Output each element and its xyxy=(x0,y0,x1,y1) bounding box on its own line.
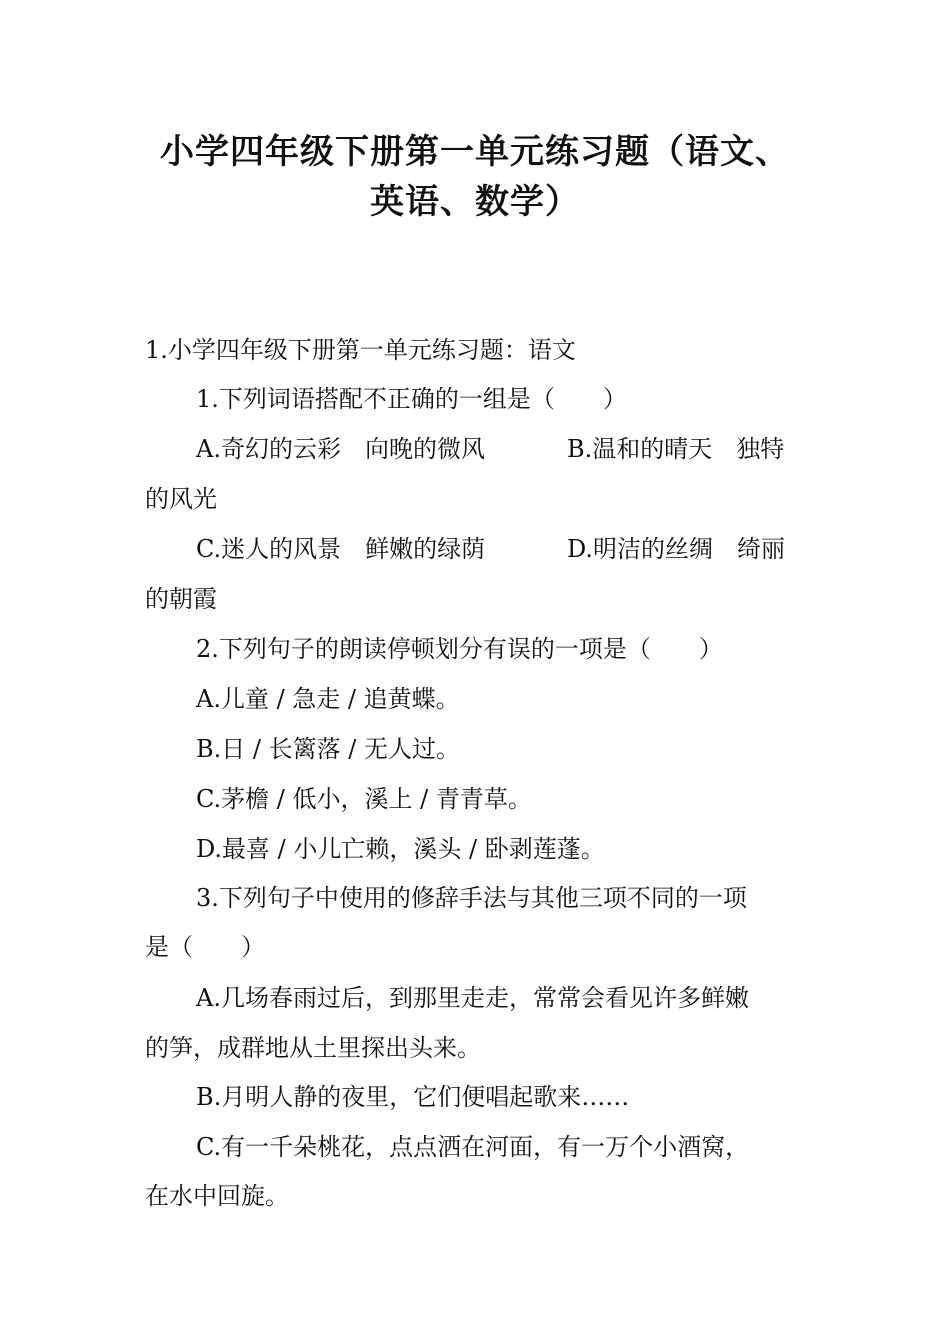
q2-option-d: D.最喜 / 小儿亡赖，溪头 / 卧剥莲蓬。 xyxy=(196,835,605,863)
q1-option-b: B.温和的晴天 独特 xyxy=(567,435,785,463)
q1-stem: 1.下列词语搭配不正确的一组是（ ） xyxy=(196,385,627,413)
q3-option-a: A.几场春雨过后，到那里走走，常常会看见许多鲜嫩 xyxy=(196,984,749,1012)
q2-option-b: B.日 / 长篱落 / 无人过。 xyxy=(196,735,460,763)
q1-option-b-continued: 的风光 xyxy=(145,485,217,513)
q3-stem: 3.下列句子中使用的修辞手法与其他三项不同的一项 xyxy=(196,884,747,912)
q2-stem: 2.下列句子的朗读停顿划分有误的一项是（ ） xyxy=(196,635,723,663)
q3-option-c: C.有一千朵桃花，点点洒在河面，有一万个小酒窝， xyxy=(196,1133,750,1161)
section-heading: 1.小学四年级下册第一单元练习题：语文 xyxy=(145,336,576,364)
q2-option-c: C.茅檐 / 低小，溪上 / 青青草。 xyxy=(196,785,532,813)
q1-option-a: A.奇幻的云彩 向晚的微风 xyxy=(196,435,485,463)
document-title-line-1: 小学四年级下册第一单元练习题（语文、 xyxy=(160,132,790,172)
q3-option-c-continued: 在水中回旋。 xyxy=(145,1182,289,1210)
q3-stem-continued: 是（ ） xyxy=(145,933,265,961)
q1-option-c: C.迷人的风景 鲜嫩的绿荫 xyxy=(196,535,486,563)
q1-option-d-continued: 的朝霞 xyxy=(145,585,217,613)
document-title-line-2: 英语、数学） xyxy=(370,182,580,222)
q1-option-d: D.明洁的丝绸 绮丽 xyxy=(567,535,786,563)
q3-option-a-continued: 的笋，成群地从土里探出头来。 xyxy=(145,1034,481,1062)
q2-option-a: A.儿童 / 急走 / 追黄蝶。 xyxy=(196,685,460,713)
q3-option-b: B.月明人静的夜里，它们便唱起歌来…… xyxy=(196,1083,630,1111)
